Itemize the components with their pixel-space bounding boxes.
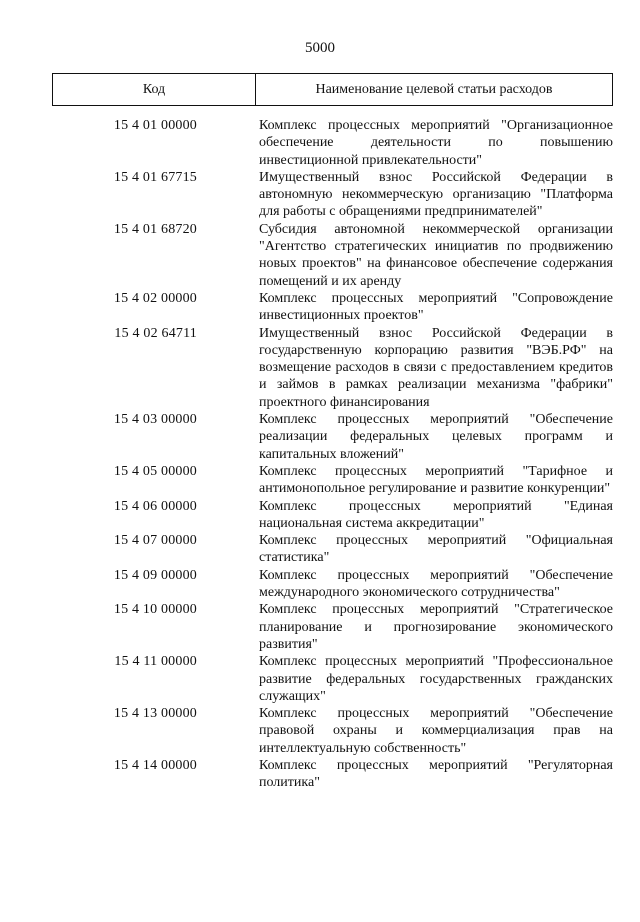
table-row [52, 757, 613, 792]
row-name: Комплекс процессных мероприятий "Тарифное и антимонопольное регулирование и развитие конкуренции" [259, 463, 613, 497]
table-row [52, 411, 613, 463]
row-code: 15 4 03 00000 [113, 412, 197, 428]
table-row [52, 653, 613, 705]
table-row [52, 601, 613, 653]
row-name: Субсидия автономной некоммерческой организации "Агентство стратегических инициатив по продвижению новых проектов" на финансовое обеспечение содержания помещений и их аренду [259, 221, 613, 289]
row-code: 15 4 01 00000 [113, 118, 197, 133]
row-name: Комплекс процессных мероприятий "Регуляторная политика" [259, 757, 613, 791]
table-row [52, 117, 613, 169]
row-code: 15 4 06 00000 [113, 498, 197, 514]
row-name: Комплекс процессных мероприятий "Профессиональное развитие федеральных государственных гражданских служащих" [259, 654, 613, 704]
row-name: Комплекс процессных мероприятий "Стратегическое планирование и прогнозирование экономического развития" [259, 602, 613, 652]
table-row [52, 498, 613, 533]
column-header-code: Код [53, 74, 256, 106]
row-code: 15 4 07 00000 [113, 533, 197, 549]
table-row [52, 221, 613, 290]
row-name: Комплекс процессных мероприятий "Обеспечение правовой охраны и коммерциализация прав на интеллектуальную собственность" [259, 706, 613, 756]
table-row [52, 325, 613, 411]
row-code: 15 4 10 00000 [113, 602, 197, 618]
column-header-name: Наименование целевой статьи расходов [256, 74, 613, 106]
row-code: 15 4 02 64711 [114, 325, 197, 341]
row-code: 15 4 14 00000 [113, 757, 197, 773]
row-name: Имущественный взнос Российской Федерации в автономную некоммерческую организацию "Платформа для работы с обращениями предпринимателей" [259, 169, 613, 220]
row-code: 15 4 11 00000 [114, 654, 197, 670]
row-name: Комплекс процессных мероприятий "Обеспечение международного экономического сотрудничества" [259, 567, 613, 601]
row-name: Комплекс процессных мероприятий "Сопровождение инвестиционных проектов" [259, 290, 613, 324]
row-name: Комплекс процессных мероприятий "Обеспечение реализации федеральных целевых программ и капитальных вложений" [259, 412, 613, 462]
row-code: 15 4 05 00000 [113, 463, 197, 479]
table-header [52, 73, 613, 106]
table-row [52, 290, 613, 325]
row-code: 15 4 01 67715 [113, 169, 197, 185]
row-name: Комплекс процессных мероприятий "Единая национальная система аккредитации" [259, 498, 613, 531]
row-code: 15 4 13 00000 [113, 706, 197, 722]
table-row [52, 705, 613, 757]
row-name: Комплекс процессных мероприятий "Организационное обеспечение деятельности по повышению инвестиционной привлекательности" [259, 118, 613, 168]
row-name: Имущественный взнос Российской Федерации в государственную корпорацию развития "ВЭБ.РФ" на возмещение расходов в связи с предоставлением кредитов и займов в рамках реализации механизма "фабрики" проектного финансирования [259, 325, 613, 410]
row-code: 15 4 02 00000 [113, 290, 197, 306]
row-code: 15 4 09 00000 [113, 567, 197, 583]
table-row [52, 567, 613, 602]
table-row [52, 463, 613, 498]
page-number: 5000 [305, 40, 335, 56]
table-body [52, 117, 613, 792]
row-code: 15 4 01 68720 [113, 221, 197, 237]
table-row [52, 169, 613, 221]
row-name: Комплекс процессных мероприятий "Официальная статистика" [259, 533, 613, 566]
table-row [52, 532, 613, 567]
